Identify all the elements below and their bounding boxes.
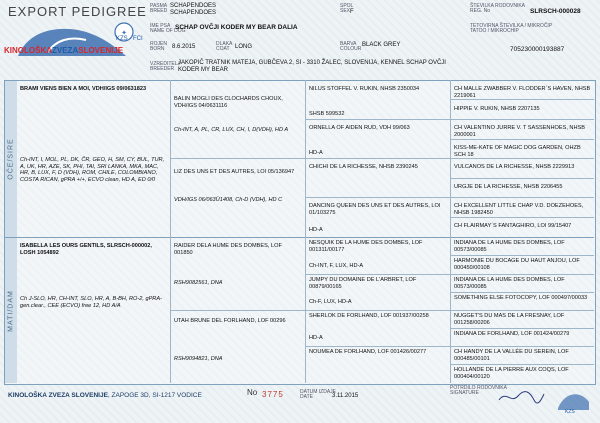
sire-fmm: KISS-ME-KATE OF MAGIC DOG GARDEN, OHZB SCH 18 xyxy=(454,145,581,158)
row-divider xyxy=(450,310,594,311)
dam-mother: UTAH BRUNE DEL FORLHAND, LOF 00296 xyxy=(174,318,286,324)
sire-ff: NILUS STOFFEL V. RUKIN, NHSB 2350034 xyxy=(309,86,420,92)
row-divider xyxy=(450,197,594,198)
born-value: 8.6.2015 xyxy=(172,44,196,50)
brand-part-2: ZVEZA xyxy=(52,46,79,55)
row-divider xyxy=(450,328,594,329)
kzs-stamp-label: KZS xyxy=(565,409,575,415)
microchip-number: 705230000193887 xyxy=(510,46,565,53)
sire-fm: ORNELLA OF AIDEN RUD, VDH 99/063 xyxy=(309,125,410,131)
reg-number: SLRSCH-000028 xyxy=(530,8,581,15)
tattoo-label: TETOVIRNA ŠTEVILKA / MIKROČIP TATOO / MIKROCHIP xyxy=(470,23,553,34)
sire-father: BALIN MOGLI DES CLOCHARDS CHOUX, VDH/IGS 04/0631116 xyxy=(174,96,283,109)
row-divider xyxy=(305,197,450,198)
dam-mf-note: HD-A xyxy=(309,335,323,341)
dam-ff: NESQUIK DE LA HUME DES DOMBES, LOF 001311/00177 xyxy=(309,240,423,253)
dam-ffm: HARMONIE DU BOCAGE DU HAUT ANJOU, LOF 000450/00108 xyxy=(454,258,580,271)
sire-fff: CH MALLE ZWABBER V. FLODDER´S HAVEN, NHSB 2219061 xyxy=(454,86,591,99)
sire-mff: VULCANOS DE LA RICHESSE, NHSB 2229913 xyxy=(454,164,575,170)
sire-mfm: URGJE DE LA RICHESSE, NHSB 2206455 xyxy=(454,184,563,190)
signature-label: POTRDILO RODOVNIKA SIGNATURE xyxy=(450,385,507,396)
sire-mmf: CH EXCELLENT LITTLE CHAP V.D. DOEZEHOES, NHSB 1982450 xyxy=(454,203,584,216)
row-divider xyxy=(450,364,594,365)
dam-mff: NUGGET'S DU MAS DE LA FRESNAY, LOF 001258/00206 xyxy=(454,313,565,326)
certificate-number-label: No xyxy=(247,388,258,397)
row-divider xyxy=(450,255,594,256)
dam-fff: INDIANA DE LA HUME DES DOMBES, LOF 00573/00085 xyxy=(454,240,565,253)
dam-ff-note: Ch-INT, F, LUX, HD-A xyxy=(309,263,364,269)
col-divider-1 xyxy=(170,80,171,383)
sire-father-titles: Ch-INT, A, PL, CR, LUX, CH, I, D(VDH), HD A xyxy=(174,127,289,133)
dam-fmf: INDIANA DE LA HUME DES DOMBES, LOF 00573/00085 xyxy=(454,277,565,290)
colour-label: BARVA COLOUR xyxy=(340,41,362,52)
dam-titles: Ch J-SLO, HR, CH-INT, SLO, HR, A, B-BH, RO-2, gPRA-gen.clear., CEE (ECVO) free 12, HD A/A xyxy=(20,296,162,309)
col-divider-3 xyxy=(450,80,451,383)
sire-side-label: OČE/SIRE xyxy=(5,81,17,237)
sire-mm: DANCING QUEEN DES UNS ET DES AUTRES, LOI 01/103275 xyxy=(309,203,441,216)
dam-name: ISABELLA LES OURS GENTILS, SLRSCH-000002, LOSH 1054892 xyxy=(20,243,152,256)
row-divider xyxy=(450,139,594,140)
sire-fm-note: HD-A xyxy=(309,150,323,156)
row-divider xyxy=(170,310,450,311)
dam-fmm: SOMETHING ELSE FOTOCOPY, LOF 000497/00033 xyxy=(454,295,588,301)
kzs-fci-label: KZS - FCI xyxy=(116,36,143,42)
row-divider xyxy=(450,346,594,347)
breed-label: PASMA BREED xyxy=(150,3,168,14)
col-divider-2 xyxy=(305,80,306,383)
sire-dam-divider xyxy=(5,237,594,238)
coat-label: DLAKA COAT xyxy=(216,41,233,52)
dam-mm: NOUMEA DE FORLHAND, LOF 001426/00277 xyxy=(309,349,427,355)
sire-mother-titles: VDH/IGS 06/063Ü1408, Ch-D (VDH), HD C xyxy=(174,197,283,203)
row-divider xyxy=(450,178,594,179)
issue-date: 3.11.2015 xyxy=(332,393,359,399)
coat-value: LONG xyxy=(235,44,253,50)
sire-fmf: CH VALENTINO JURRE V. T SASSENHOES, NHSB 2000001 xyxy=(454,125,585,138)
row-divider xyxy=(170,158,450,159)
dam-mfm: INDIANA DE FORLHAND, LOF 001424/00279 xyxy=(454,331,570,337)
colour-value: BLACK GREY xyxy=(362,42,401,48)
sire-mother: LIZ DES UNS ET DES AUTRES, LOI 05/136947 xyxy=(174,169,295,175)
svg-text:✦: ✦ xyxy=(121,30,127,37)
reg-label: ŠTEVILKA RODOVNIKA REG. No xyxy=(470,3,526,14)
brand-part-3: SLOVENIJE xyxy=(78,46,124,55)
dog-name: SCHAP OVČJI KODER MY BEAR DALIA xyxy=(175,24,298,31)
sire-ffm: HIPPIE V. RUKIN, NHSB 2207135 xyxy=(454,106,540,112)
breeder-label: VZREDITELJ BREEDER xyxy=(150,61,181,72)
dam-father-note: RSH9082561, DNA xyxy=(174,280,223,286)
sire-ff-note: SHSB 599532 xyxy=(309,111,345,117)
dam-mf: SHERLOK DE FORLHAND, LOF 001937/00258 xyxy=(309,313,429,319)
dam-mmf: CH HANDY DE LA VALLÉE DU SEREIN, LOF 000485/00101 xyxy=(454,349,569,362)
dam-father: RAIDER DELA HUME DES DOMBES, LOF 001850 xyxy=(174,243,282,256)
sex-value: F xyxy=(350,9,354,15)
sire-name: BRAMI VIENS BIEN A MOI, VDH/IGS 09/0631823 xyxy=(20,86,147,92)
sire-titles: Ch-INT, I, MOL, PL, DK, ČR, GEO, H, SM, CY, BUL, TUR, A, UK, HR, AZE, SK, PHI, TAI, SRI LANKA, MKA, MAC, HR, B, LUX, F, D (VDH), ROM, CHILE, COLOMBIANO, COSTA RICAN, gPRA +/+, ECVO clean, HD A, ED 0/0 xyxy=(20,157,165,183)
dam-fm: JUMPY DU DOMAINE DE L'ARBRET, LOF 00879/00165 xyxy=(309,277,417,290)
brand-name xyxy=(4,46,123,55)
breeder-value: JAKOPIČ TRATNIK MATEJA, GUBČEVA 2, SI - 3310 ŽALEC, SLOVENIJA, KENNEL SCHAP OVČJI KODER MY BEAR xyxy=(178,60,446,73)
sire-mmm: CH FLAIRMAY´S FANTAGHIRO, LOI 99/15407 xyxy=(454,223,572,229)
dam-side-label: MATI/DAM xyxy=(5,238,17,383)
brand-part-1: KINOLOŠKA xyxy=(4,46,52,55)
certificate-number: 3775 xyxy=(262,390,284,399)
row-divider xyxy=(450,274,594,275)
document-title: EXPORT PEDIGREE xyxy=(8,4,147,19)
dam-mother-note: RSH9094821, DNA xyxy=(174,356,223,362)
row-divider xyxy=(450,217,594,218)
row-divider xyxy=(305,274,450,275)
name-label: IME PSA NAME OF DOG xyxy=(150,23,186,34)
sex-label: SPOL SEX xyxy=(340,3,354,14)
row-divider xyxy=(305,346,450,347)
row-divider xyxy=(450,292,594,293)
sire-mf: CHICHI DE LA RICHESSE, NHSB 2390245 xyxy=(309,164,418,170)
date-label: DATUM IZDAJE DATE xyxy=(300,389,337,400)
row-divider xyxy=(305,119,450,120)
sire-mm-note: HD-A xyxy=(309,227,323,233)
breed-value: SCHAPENDOES SCHAPENDOES xyxy=(170,3,217,16)
dam-fm-note: Ch-F, LUX, HD-A xyxy=(309,299,352,305)
born-label: ROJEN BORN xyxy=(150,41,167,52)
signature xyxy=(496,388,546,406)
row-divider xyxy=(450,119,594,120)
footer-org: KINOLOŠKA ZVEZA SLOVENIJE, ZAPOGE 3D, SI-1217 VODICE xyxy=(8,392,202,399)
dam-mmm: HOLLANDE DE LA PIERRE AUX COQS, LOF 000404/00120 xyxy=(454,367,569,380)
